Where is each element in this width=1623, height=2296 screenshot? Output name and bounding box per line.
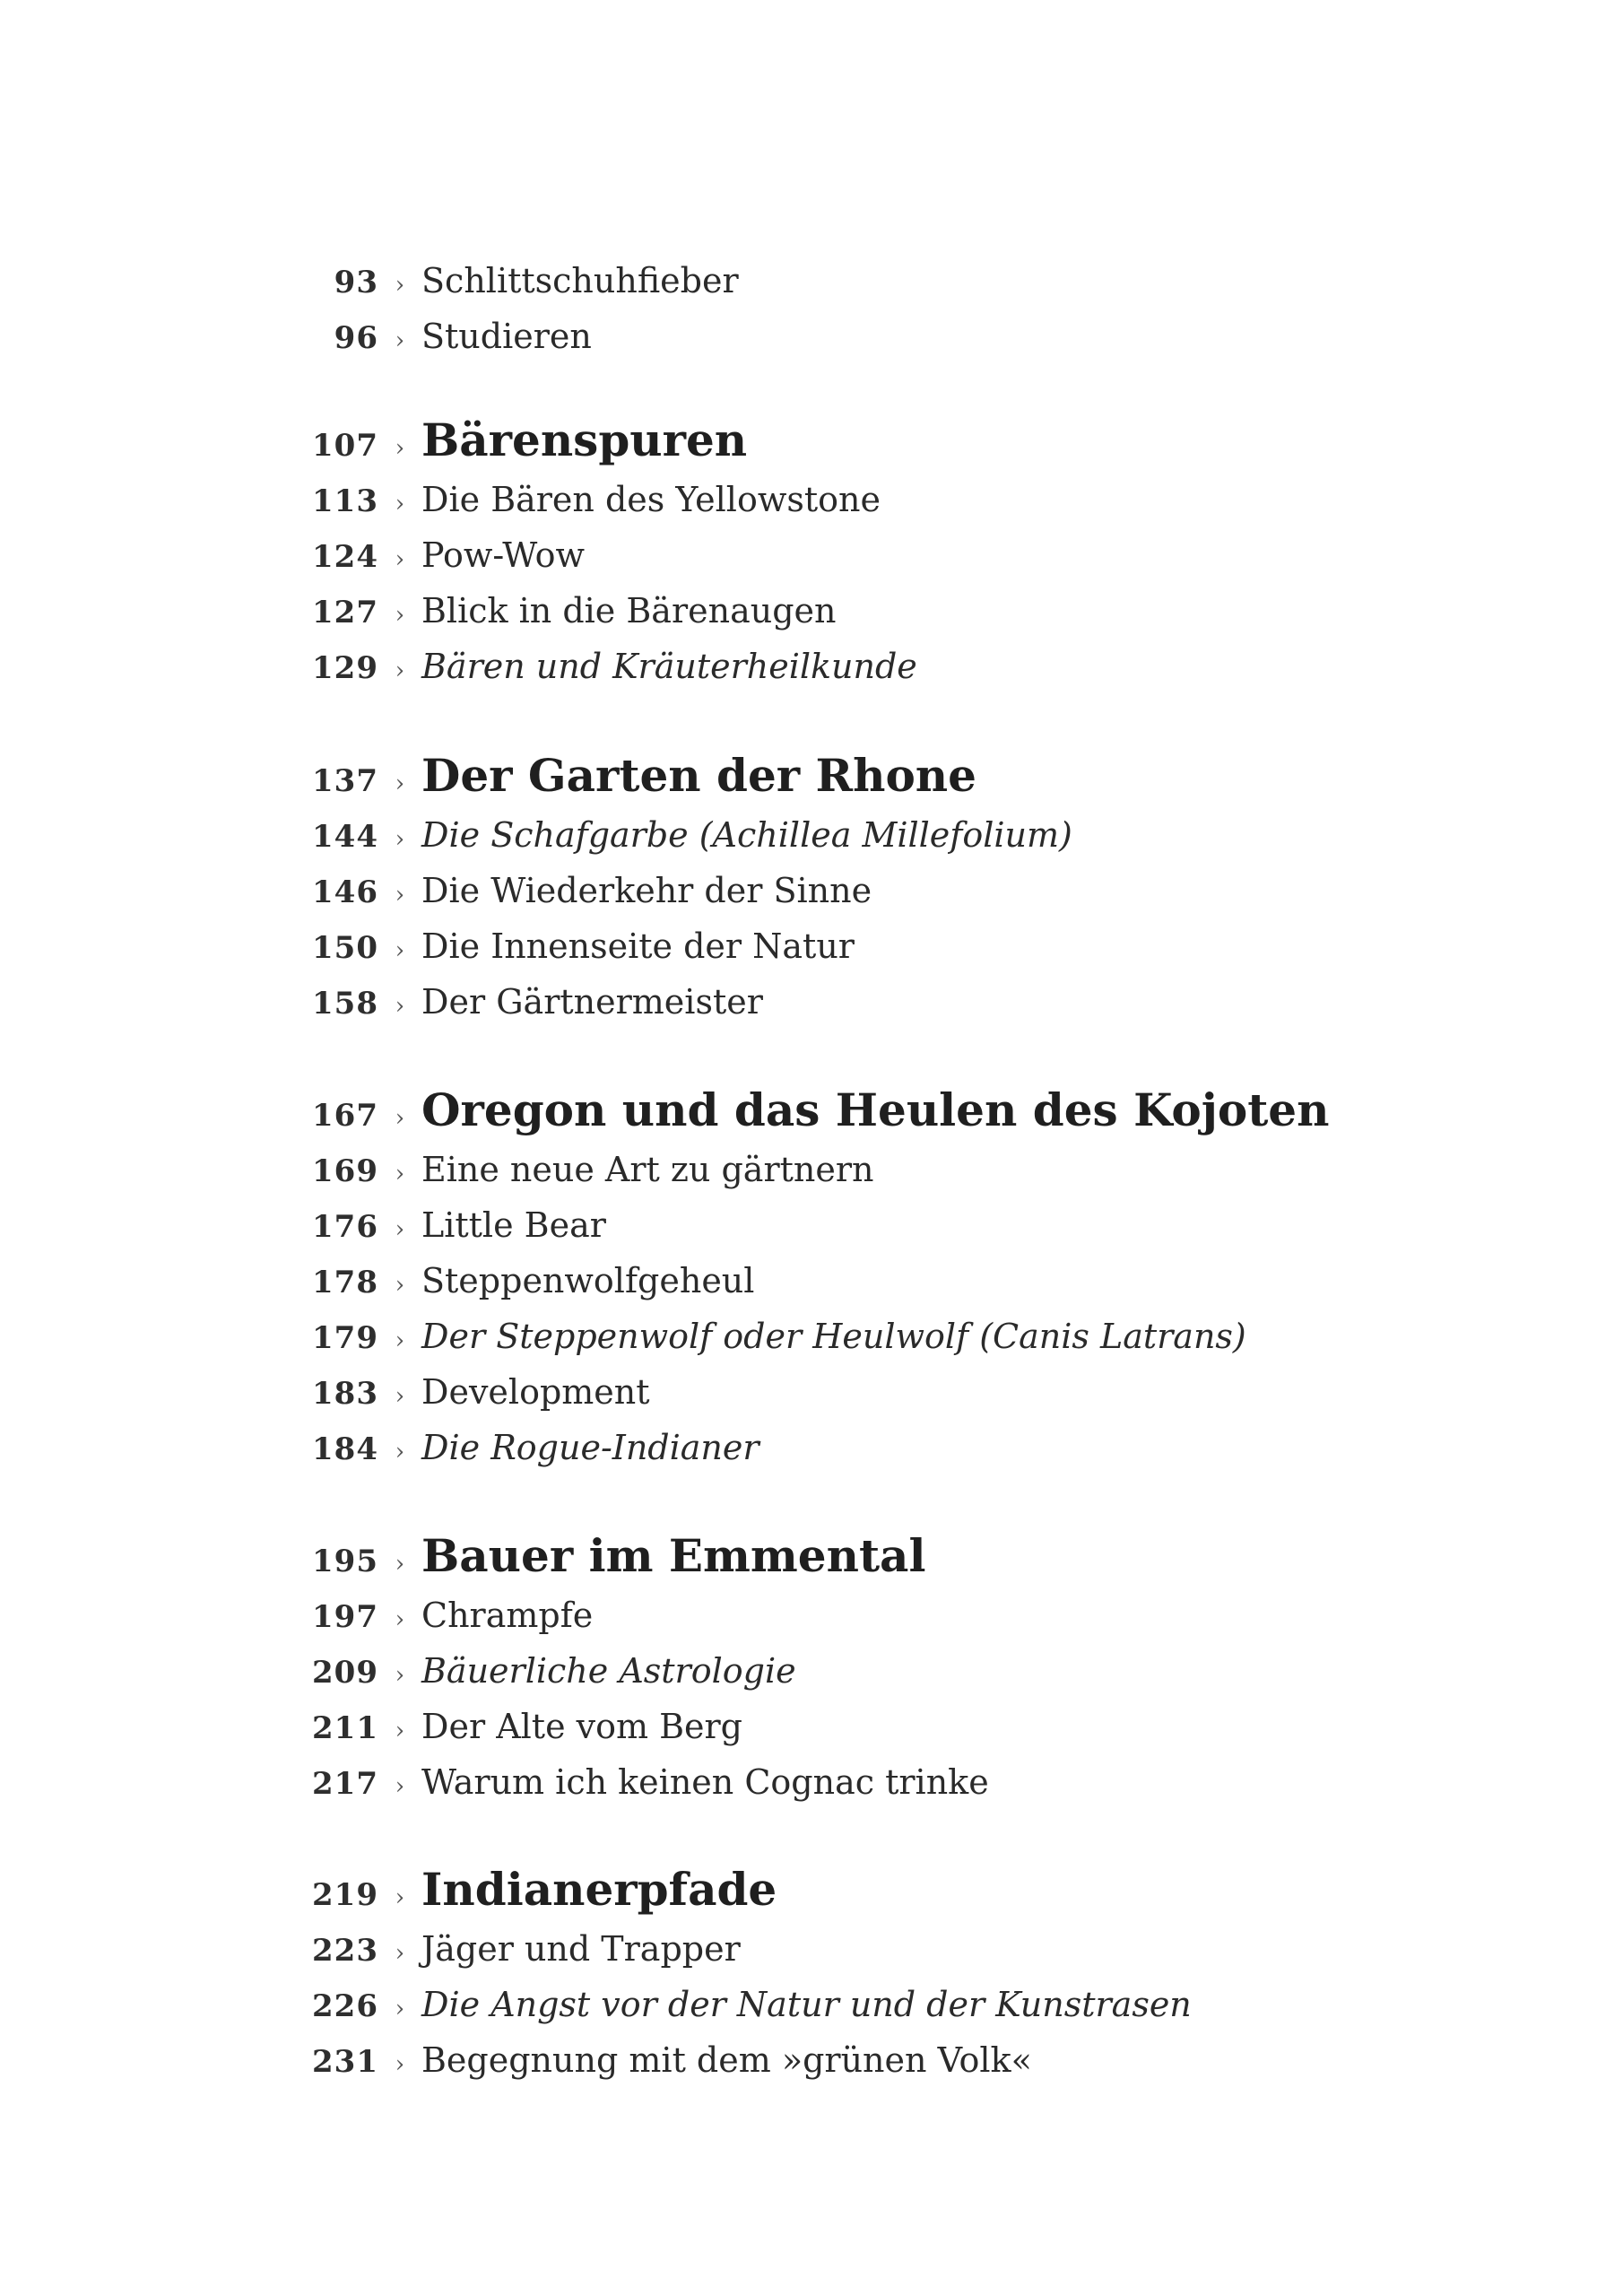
toc-chapter-entry bbox=[0, 409, 1623, 472]
toc-entry bbox=[0, 2032, 1623, 2088]
section-title: Steppenwolfgeheul bbox=[421, 1261, 755, 1300]
toc-entry bbox=[0, 1253, 1623, 1309]
separator-chevron-icon: › bbox=[395, 1773, 405, 1800]
page-number: 124 bbox=[312, 539, 378, 575]
page-number: 176 bbox=[312, 1209, 378, 1245]
separator-chevron-icon: › bbox=[395, 1718, 405, 1744]
section-title: Begegnung mit dem »grünen Volk« bbox=[421, 2040, 1032, 2080]
page-number: 127 bbox=[312, 595, 378, 631]
page-number: 195 bbox=[312, 1544, 378, 1579]
toc-entry bbox=[0, 1977, 1623, 2032]
section-title: Blick in die Bärenaugen bbox=[421, 591, 837, 631]
toc-entry bbox=[0, 1197, 1623, 1253]
chapter-title: Indianerpfade bbox=[421, 1863, 777, 1916]
toc-group bbox=[0, 1525, 1623, 1810]
separator-chevron-icon: › bbox=[395, 937, 405, 964]
page-number: 93 bbox=[334, 265, 378, 300]
toc-chapter-entry bbox=[0, 1079, 1623, 1142]
section-title: Die Rogue-Indianer bbox=[421, 1428, 759, 1467]
page-number: 226 bbox=[312, 1988, 378, 2024]
toc-entry bbox=[0, 1699, 1623, 1754]
separator-chevron-icon: › bbox=[395, 1272, 405, 1299]
toc-entry bbox=[0, 639, 1623, 694]
page-number: 219 bbox=[312, 1877, 378, 1913]
separator-chevron-icon: › bbox=[395, 1216, 405, 1243]
page-number: 184 bbox=[312, 1431, 378, 1467]
toc-entry bbox=[0, 1364, 1623, 1420]
page-number: 197 bbox=[312, 1599, 378, 1635]
section-title: Pow-Wow bbox=[421, 535, 586, 575]
page-number: 223 bbox=[312, 1933, 378, 1969]
section-title: Die Innenseite der Natur bbox=[421, 926, 855, 966]
toc-group bbox=[0, 1079, 1623, 1475]
separator-chevron-icon: › bbox=[395, 435, 405, 462]
separator-chevron-icon: › bbox=[395, 327, 405, 354]
page-number: 96 bbox=[334, 320, 378, 356]
section-title: Die Schafgarbe (Achillea Millefolium) bbox=[421, 815, 1072, 855]
toc-group bbox=[0, 409, 1623, 694]
chapter-title: Oregon und das Heulen des Kojoten bbox=[421, 1083, 1330, 1136]
page-number: 183 bbox=[312, 1376, 378, 1412]
separator-chevron-icon: › bbox=[395, 491, 405, 517]
separator-chevron-icon: › bbox=[395, 272, 405, 299]
separator-chevron-icon: › bbox=[395, 657, 405, 684]
separator-chevron-icon: › bbox=[395, 1383, 405, 1410]
section-title: Development bbox=[421, 1372, 650, 1412]
toc-entry bbox=[0, 1420, 1623, 1475]
page-number: 167 bbox=[312, 1098, 378, 1134]
toc-entry bbox=[0, 1754, 1623, 1810]
section-title: Der Alte vom Berg bbox=[421, 1707, 742, 1746]
separator-chevron-icon: › bbox=[395, 1884, 405, 1911]
separator-chevron-icon: › bbox=[395, 546, 405, 573]
toc-group bbox=[0, 253, 1623, 364]
separator-chevron-icon: › bbox=[395, 993, 405, 1020]
separator-chevron-icon: › bbox=[395, 1551, 405, 1578]
toc-entry bbox=[0, 527, 1623, 583]
section-title: Bäuerliche Astrologie bbox=[421, 1651, 796, 1691]
page-number: 209 bbox=[312, 1655, 378, 1691]
toc-chapter-entry bbox=[0, 1525, 1623, 1587]
chapter-title: Der Garten der Rhone bbox=[421, 749, 976, 802]
section-title: Chrampfe bbox=[421, 1596, 594, 1635]
toc-entry bbox=[0, 1921, 1623, 1977]
toc-entry bbox=[0, 863, 1623, 918]
toc-entry bbox=[0, 253, 1623, 309]
separator-chevron-icon: › bbox=[395, 1662, 405, 1689]
page-number: 129 bbox=[312, 650, 378, 686]
separator-chevron-icon: › bbox=[395, 770, 405, 797]
page-number: 178 bbox=[312, 1265, 378, 1300]
separator-chevron-icon: › bbox=[395, 2051, 405, 2078]
toc-entry bbox=[0, 309, 1623, 364]
toc-entry bbox=[0, 1142, 1623, 1197]
toc-entry bbox=[0, 472, 1623, 527]
separator-chevron-icon: › bbox=[395, 1327, 405, 1354]
section-title: Die Bären des Yellowstone bbox=[421, 480, 881, 519]
section-title: Jäger und Trapper bbox=[421, 1929, 741, 1969]
page-number: 211 bbox=[312, 1710, 378, 1746]
section-title: Der Gärtnermeister bbox=[421, 982, 763, 1022]
section-title: Little Bear bbox=[421, 1205, 606, 1245]
toc-entry bbox=[0, 583, 1623, 639]
page-number: 146 bbox=[312, 874, 378, 910]
section-title: Bären und Kräuterheilkunde bbox=[421, 647, 917, 686]
chapter-title: Bauer im Emmental bbox=[421, 1529, 926, 1582]
section-title: Warum ich keinen Cognac trinke bbox=[421, 1762, 989, 1802]
toc-entry bbox=[0, 1643, 1623, 1699]
toc-entry bbox=[0, 974, 1623, 1030]
page-number: 158 bbox=[312, 986, 378, 1022]
separator-chevron-icon: › bbox=[395, 1940, 405, 1967]
toc-group bbox=[0, 744, 1623, 1030]
section-title: Schlittschuhfieber bbox=[421, 261, 739, 300]
separator-chevron-icon: › bbox=[395, 1996, 405, 2022]
section-title: Die Angst vor der Natur und der Kunstrasen bbox=[421, 1985, 1192, 2024]
section-title: Der Steppenwolf oder Heulwolf (Canis Latrans) bbox=[421, 1317, 1246, 1356]
separator-chevron-icon: › bbox=[395, 602, 405, 629]
toc-chapter-entry bbox=[0, 1858, 1623, 1921]
page-number: 107 bbox=[312, 428, 378, 464]
separator-chevron-icon: › bbox=[395, 882, 405, 909]
toc-entry bbox=[0, 807, 1623, 863]
page-number: 113 bbox=[312, 483, 378, 519]
separator-chevron-icon: › bbox=[395, 826, 405, 853]
separator-chevron-icon: › bbox=[395, 1161, 405, 1187]
toc-entry bbox=[0, 918, 1623, 974]
page-number: 217 bbox=[312, 1766, 378, 1802]
section-title: Studieren bbox=[421, 317, 592, 356]
page-number: 179 bbox=[312, 1320, 378, 1356]
page-number: 231 bbox=[312, 2044, 378, 2080]
page-number: 144 bbox=[312, 819, 378, 855]
separator-chevron-icon: › bbox=[395, 1105, 405, 1132]
page-number: 169 bbox=[312, 1153, 378, 1189]
section-title: Die Wiederkehr der Sinne bbox=[421, 871, 872, 910]
toc-entry bbox=[0, 1587, 1623, 1643]
page-number: 150 bbox=[312, 930, 378, 966]
separator-chevron-icon: › bbox=[395, 1439, 405, 1465]
chapter-title: Bärenspuren bbox=[421, 413, 748, 466]
section-title: Eine neue Art zu gärtnern bbox=[421, 1150, 874, 1189]
toc-entry bbox=[0, 1309, 1623, 1364]
separator-chevron-icon: › bbox=[395, 1606, 405, 1633]
toc-chapter-entry bbox=[0, 744, 1623, 807]
page-number: 137 bbox=[312, 763, 378, 799]
toc-group bbox=[0, 1858, 1623, 2088]
